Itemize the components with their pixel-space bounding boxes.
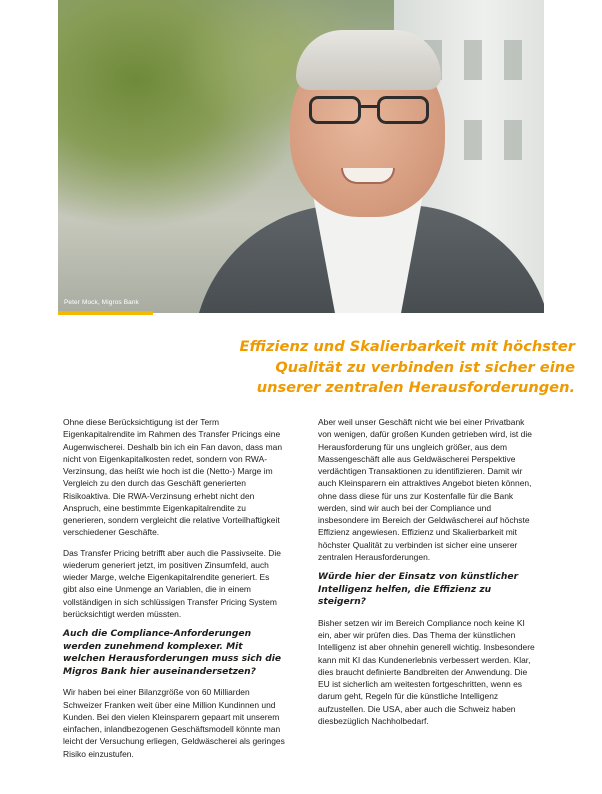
hair	[296, 30, 441, 90]
paragraph: Ohne diese Berücksichtigung ist der Term Eigenkapitalrendite im Rahmen des Transfer Pricings eine Augenwischerei. Deshalb bin ich ein Fan davon, dass man nicht von Eigenkapitalkosten redet, sondern von RWA-Verzinsung, das heißt wie hoch ist die (Netto-) Marge im Vergleich zu den durch das Geschäft generierten Risikoaktiva. Die RWA-Verzinsung erhebt nicht den Anspruch, eine bestimmte Eigenkapitalrendite zu generieren, sondern vergleicht die relative Vorteilhaftigkeit verschiedener Geschäfte.	[63, 417, 283, 538]
photo-caption: Peter Mock, Migros Bank	[64, 299, 139, 306]
glasses-icon	[303, 96, 438, 126]
pull-quote: Effizienz und Skalierbarkeit mit höchster Qualität zu verbinden ist sicher eine unserer zentralen Herausforderungen.	[239, 338, 575, 396]
left-column	[63, 416, 285, 768]
paragraph: Bisher setzen wir im Bereich Compliance noch keine KI ein, aber wir prüfen dies. Das Thema der künstlichen Intelligenz ist aber ohnehin generell wichtig. Insbesondere kann mit KI das Kundenerlebnis verbessert werden. Klar, dies braucht definierte Bandbreiten der Anwendung. Die EU ist sicherlich am weitesten fortgeschritten, wenn es darum geht, Regeln für die künstliche Intelligenz aufzustellen. Die USA, aber auch die Schweiz haben diesbezüglich Nachholbedarf.	[318, 617, 535, 726]
paragraph: Das Transfer Pricing betrifft aber auch die Passivseite. Die wiederum generiert jetzt, im positiven Zinsumfeld, auch wieder Marge, welche Eigenkapitalrendite generiert. Es gibt also eine Unmenge an Variablen, die in einem vollständigen in sich schlüssigen Transfer Pricing System berücksichtigt werden müssten.	[63, 547, 281, 619]
interview-question: Auch die Compliance-Anforderungen werden zunehmend komplexer. Mit welchen Herausforderungen muss sich die Migros Bank hier auseinandersetzen?	[63, 629, 282, 677]
portrait-photo	[58, 0, 544, 313]
paragraph: Aber weil unser Geschäft nicht wie bei einer Privatbank von wenigen, dafür großen Kunden getrieben wird, ist die Herausforderung für uns ungleich größer, aus dem Massengeschäft alle aus Geldwäscherei Perspektive verdächtigen Transaktionen zu identifizieren. Damit wir auch Kleinsparern ein attraktives Angebot bieten können, ohne dass diese für uns zur Kostenfalle für die Bank werden, sind wir auch bei der Compliance und insbesondere im Bereich der Geldwäscherei auf höchste Effizienz angewiesen. Effizienz und Skalierbarkeit mit höchster Qualität zu verbinden ist sicher eine unserer zentralen Herausforderungen.	[318, 417, 532, 562]
right-column	[318, 416, 540, 735]
smile	[341, 168, 395, 184]
interview-question: Würde hier der Einsatz von künstlicher Intelligenz helfen, die Effizienz zu steigern?	[318, 572, 519, 608]
accent-bar	[58, 311, 153, 315]
paragraph: Wir haben bei einer Bilanzgröße von 60 Milliarden Schweizer Franken weit über eine Million Kundinnen und Kunden. Bei den vielen Kleinsparern gepaart mit unserem einfachen, inlandbezogenen Geschäftsmodell könnte man leicht der Versuchung erliegen, Geldwäscherei als geringes Risiko einzustufen.	[63, 687, 285, 759]
